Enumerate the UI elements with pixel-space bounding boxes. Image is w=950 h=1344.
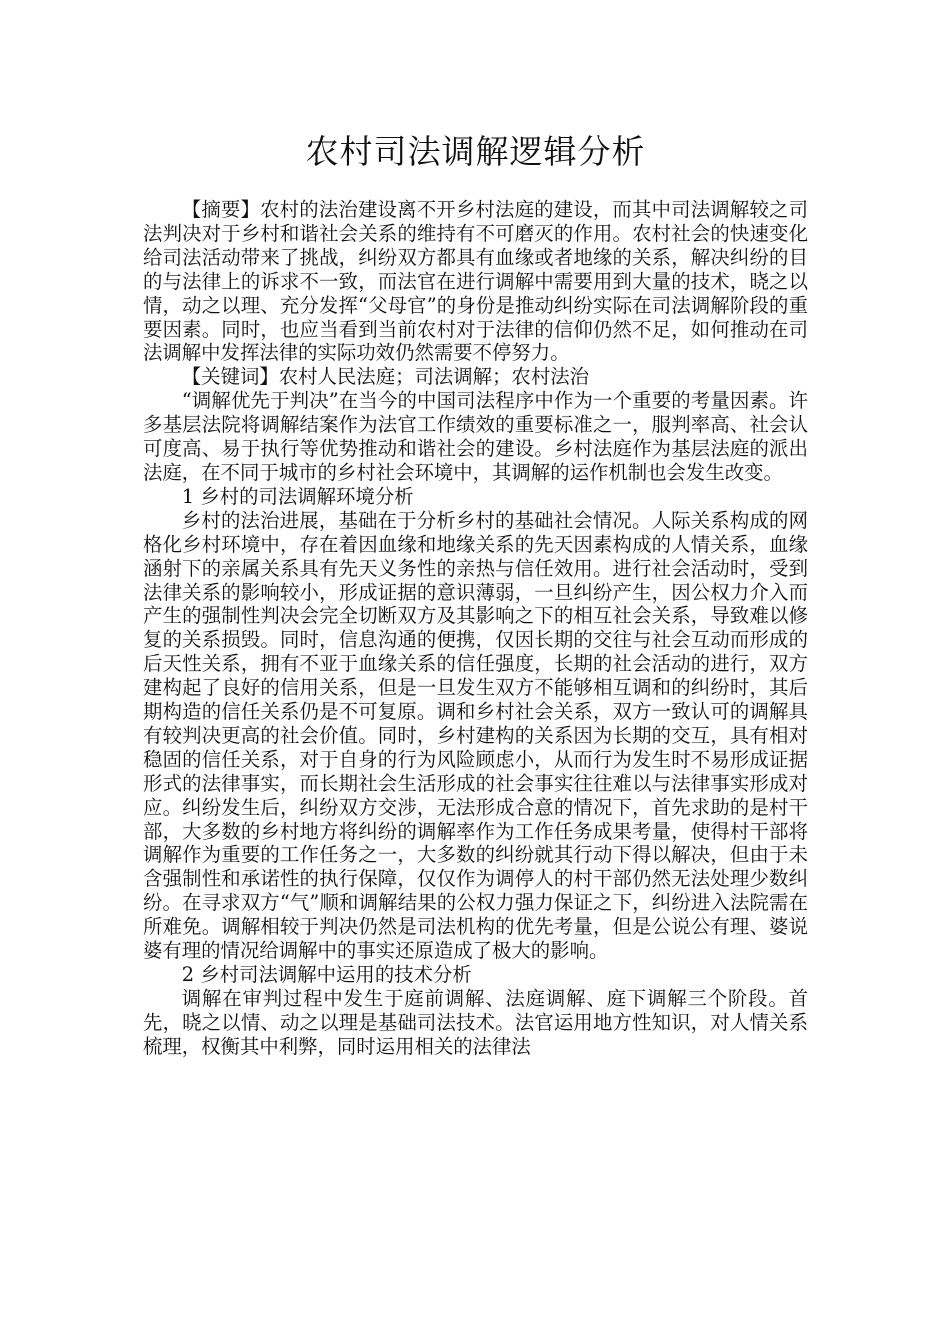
section-heading-2: 2 乡村司法调解中运用的技术分析 (181, 963, 472, 986)
section-2-paragraph: 调解在审判过程中发生于庭前调解、法庭调解、庭下调解三个阶段。首先，晓之以情、动之以理是基础司法技术。法官运用地方性知识，对人情关系梳理，权衡其中利弊，同时运用相关的法律法 (143, 986, 808, 1058)
document-title: 农村司法调解逻辑分析 (305, 132, 646, 171)
intro-paragraph: “调解优先于判决”在当今的中国司法程序中作为一个重要的考量因素。许多基层法院将调解结案作为法官工作绩效的重要标准之一，服判率高、社会认可度高、易于执行等优势推动和谐社会的建设。乡村法庭作为基层法庭的派出法庭，在不同于城市的乡村社会环境中，其调解的运作机制也会发生改变。 (143, 389, 808, 484)
keywords-paragraph: 【关键词】农村人民法庭；司法调解；农村法治 (181, 365, 589, 389)
document-page (143, 0, 808, 1059)
document-body (143, 198, 808, 1059)
section-heading-1: 1 乡村的司法调解环境分析 (181, 484, 414, 508)
abstract-paragraph: 【摘要】农村的法治建设离不开乡村法庭的建设，而其中司法调解较之司法判决对于乡村和谐社会关系的维持有不可磨灭的作用。农村社会的快速变化给司法活动带来了挑战，纠纷双方都具有血缘或者地缘的关系，解决纠纷的目的与法律上的诉求不一致，而法官在进行调解中需要用到大量的技术，晓之以情，动之以理、充分发挥“父母官”的身份是推动纠纷实际在司法调解阶段的重要因素。同时，也应当看到当前农村对于法律的信仰仍然不足，如何推动在司法调解中发挥法律的实际功效仍然需要不停努力。 (143, 198, 808, 365)
section-1-paragraph: 乡村的法治进展，基础在于分析乡村的基础社会情况。人际关系构成的网格化乡村环境中，存在着因血缘和地缘关系的先天因素构成的人情关系，血缘涵射下的亲属关系具有先天义务性的亲热与信任效用。进行社会活动时，受到法律关系的影响较小，形成证据的意识薄弱，一旦纠纷产生，因公权力介入而产生的强制性判决会完全切断双方及其影响之下的相互社会关系，导致难以修复的关系损毁。同时，信息沟通的便携，仅因长期的交往与社会互动而形成的后天性关系，拥有不亚于血缘关系的信任强度，长期的社会活动的进行，双方建构起了良好的信用关系，但是一旦发生双方不能够相互调和的纠纷时，其后期构造的信任关系仍是不可复原。调和乡村社会关系，双方一致认可的调解具有较判决更高的社会价值。同时，乡村建构的关系因为长期的交互，具有相对稳固的信任关系，对于自身的行为风险顾虑小，从而行为发生时不易形成证据形式的法律事实，而长期社会生活形成的社会事实往往难以与法律事实形成对应。纠纷发生后，纠纷双方交涉，无法形成合意的情况下，首先求助的是村干部，大多数的乡村地方将纠纷的调解率作为工作任务成果考量，使得村干部将调解作为重要的工作任务之一，大多数的纠纷就其行动下得以解决，但由于未含强制性和承诺性的执行保障，仅仅作为调停人的村干部仍然无法处理少数纠纷。在寻求双方“气”顺和调解结果的公权力强力保证之下，纠纷进入法院需在所难免。调解相较于判决仍然是司法机构的优先考量，但是公说公有理、婆说婆有理的情况给调解中的事实还原造成了极大的影响。 (143, 508, 808, 963)
